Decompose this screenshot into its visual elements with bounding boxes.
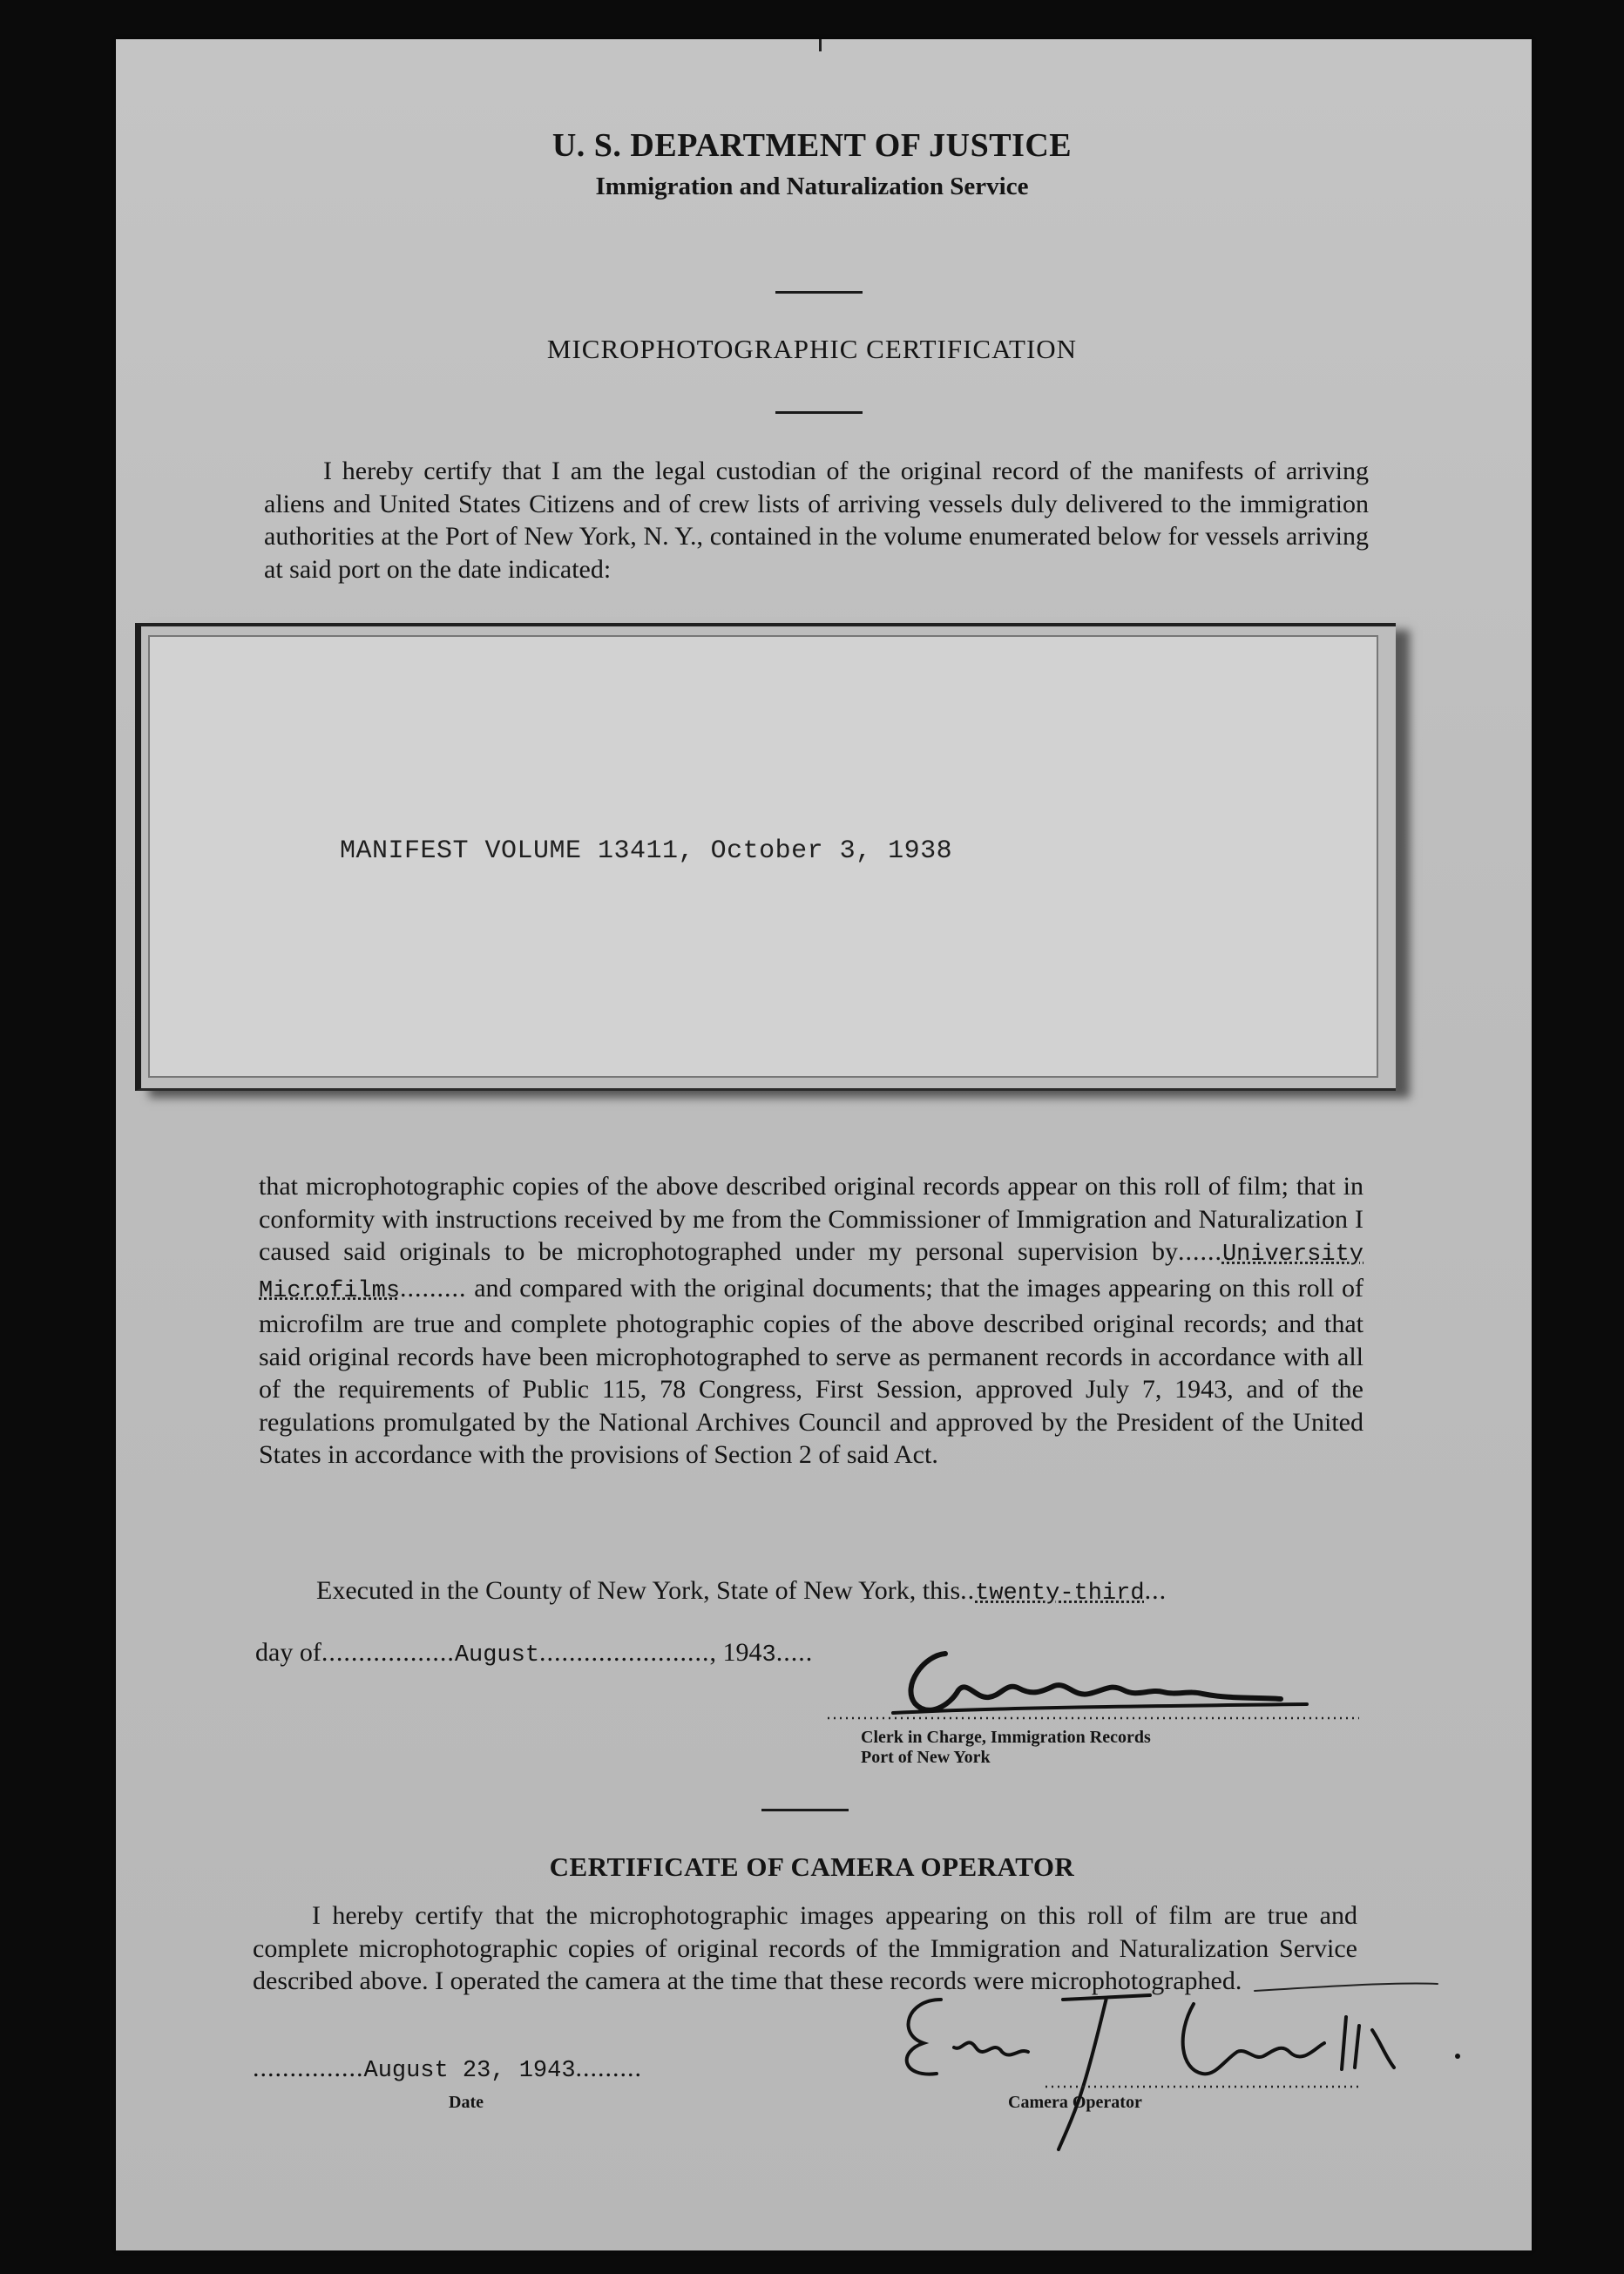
clerk-title-line2: Port of New York (861, 1748, 991, 1767)
date-line (253, 2052, 741, 2088)
year-digit-value: 3 (761, 1642, 776, 1668)
fill-dots: ..... (775, 1638, 814, 1667)
year-prefix: , 194 (709, 1638, 762, 1667)
camera-operator-heading: CERTIFICATE OF CAMERA OPERATOR (549, 1851, 1075, 1882)
fill-dots: ............... (253, 2054, 364, 2082)
fill-dots: ... (1144, 1576, 1167, 1605)
section-divider (761, 1809, 849, 1811)
header-divider-top (775, 291, 863, 294)
fill-dots: ......... (575, 2054, 643, 2082)
fill-dots: .................. (321, 1638, 455, 1667)
execution-month-value: August (454, 1642, 540, 1668)
clerk-title-line1: Clerk in Charge, Immigration Records (861, 1728, 1151, 1747)
camera-operator-paragraph: I hereby certify that the microphotographic images appearing on this roll of film are true and complete microphotographic copies of original records of the Immigration and Naturalization Service described above. I operated the camera at the time that these records were microphotographed. (253, 1901, 1357, 1995)
execution-day-value: twenty-third (975, 1580, 1145, 1607)
clerk-signature (819, 1638, 1377, 1734)
body-part-2: and compared with the original documents; that the images appearing on this roll of microfilm are true and complete photographic copies of the above described original records; and that said original records have been microphotographed to serve as permanent records in accordance with all of the requirements of Public 115, 78 Congress, First Session, approved July 7, 1943, and of the regulations promulgated by the National Archives Council and approved by the President of the United States in accordance with the provisions of Section 2 of said Act. (259, 1273, 1363, 1469)
header-divider-bottom (775, 411, 863, 414)
supervisor-value: University Microfilms (259, 1242, 1363, 1304)
department-heading: U. S. DEPARTMENT OF JUSTICE (551, 127, 1073, 164)
body-paragraph (259, 1170, 1363, 1472)
intro-paragraph: I hereby certify that I am the legal custodian of the original record of the manifests of arriving aliens and United States Citizens and of crew lists of arriving vessels duly delivered to the immigration authorities at the Port of New York, N. Y., contained in the volume enumerated below for vessels arriving at said port on the date indicated: (264, 457, 1369, 584)
fill-dots: ...... (1177, 1237, 1222, 1266)
fill-dots: ....................... (539, 1638, 710, 1667)
date-label: Date (449, 2093, 484, 2112)
execution-prefix: Executed in the County of New York, State of New York, this (316, 1576, 961, 1605)
sheet-notch (819, 39, 822, 51)
certification-title: MICROPHOTOGRAPHIC CERTIFICATION (546, 334, 1078, 364)
execution-line (316, 1574, 1379, 1611)
day-of-label: day of (255, 1638, 321, 1667)
service-subheading: Immigration and Naturalization Service (595, 173, 1029, 200)
clerk-title (861, 1728, 1151, 1768)
body-part-1: that microphotographic copies of the above described original records appear on this roll of film; that in conformity with instructions received by me from the Commissioner of Immigration and Naturalization I caused said originals to be microphotographed under my personal supervision by (259, 1172, 1363, 1266)
camera-operator-signature (871, 1965, 1481, 2152)
date-value: August 23, 1943 (363, 2058, 576, 2084)
fill-dots: ......... (400, 1273, 467, 1303)
camera-operator-label: Camera Operator (1008, 2093, 1142, 2112)
fill-dots: .. (960, 1576, 976, 1605)
manifest-volume-text: MANIFEST VOLUME 13411, October 3, 1938 (340, 836, 953, 866)
